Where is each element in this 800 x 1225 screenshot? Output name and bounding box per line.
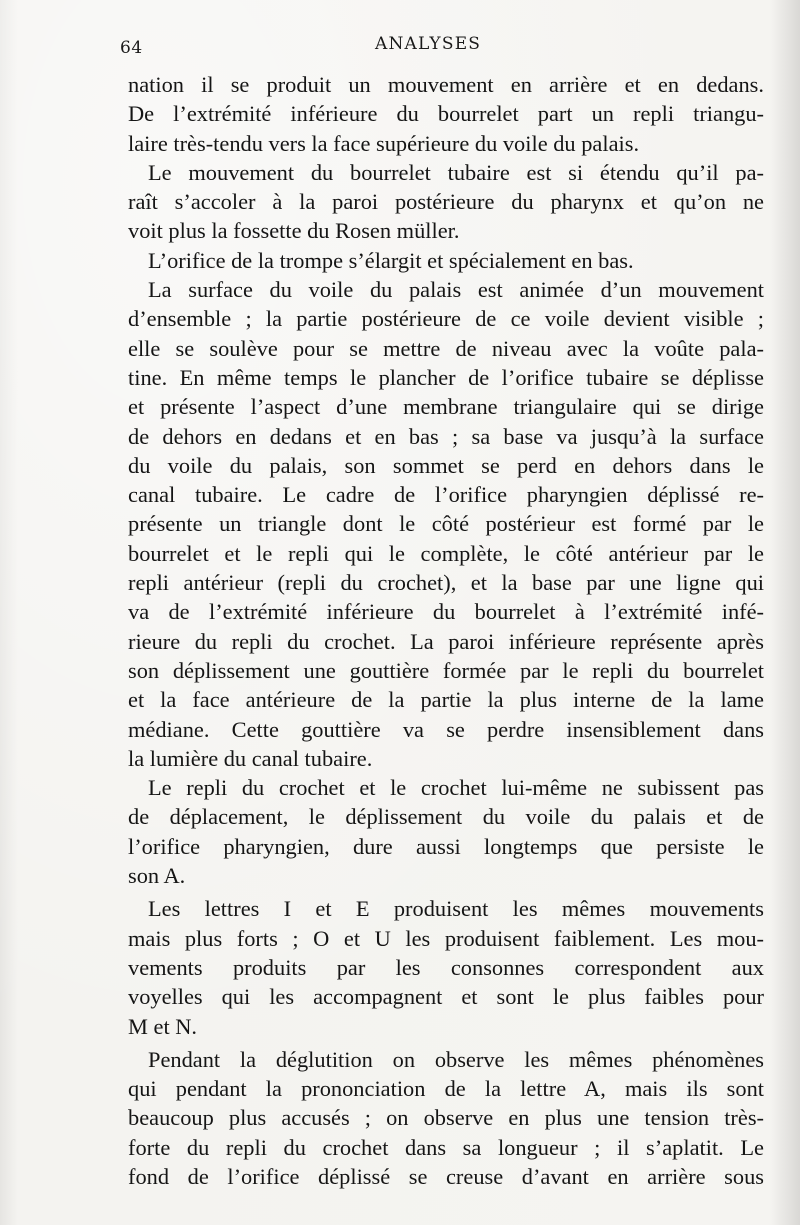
text-line: et présente l’aspect d’une membrane triangulaire qui se dirige <box>128 394 764 420</box>
text-line: médiane. Cette gouttière va se perdre insensiblement dans <box>128 716 764 742</box>
paragraph <box>128 894 764 1040</box>
text-line: nation il se produit un mouvement en arrière et en dedans. <box>128 72 764 97</box>
text-line: de déplacement, le déplissement du voile du palais et de <box>128 804 764 830</box>
text-line: forte du repli du crochet dans sa longueur ; il s’aplatit. Le <box>128 1134 764 1160</box>
text-line: tine. En même temps le plancher de l’orifice tubaire se déplisse <box>128 364 764 390</box>
text-line: la lumière du canal tubaire. <box>128 745 373 771</box>
text-line: vements produits par les consonnes correspondent aux <box>128 954 764 980</box>
text-line: voit plus la fossette du Rosen müller. <box>128 218 460 244</box>
text-line: l’orifice pharyngien, dure aussi longtemps que persiste le <box>128 833 764 859</box>
text-line: fond de l’orifice déplissé se creuse d’avant en arrière sous <box>128 1163 764 1189</box>
text-line: du voile du palais, son sommet se perd en dehors dans le <box>128 452 764 478</box>
text-line: canal tubaire. Le cadre de l’orifice pharyngien déplissé re- <box>128 482 764 508</box>
text-line: bourrelet et le repli qui le complète, le côté antérieur par le <box>128 540 764 566</box>
text-line: son déplissement une gouttière formée par le repli du bourrelet <box>128 657 764 683</box>
page-number: 64 <box>120 38 143 58</box>
text-line: La surface du voile du palais est animée d’un mouvement <box>148 277 764 303</box>
text-line: beaucoup plus accusés ; on observe en plus une tension très- <box>128 1105 764 1131</box>
text-line: M et N. <box>128 1013 198 1039</box>
text-line: va de l’extrémité inférieure du bourrelet à l’extrémité infé- <box>128 599 764 625</box>
text-line: de dehors en dedans et en bas ; sa base va jusqu’à la surface <box>128 423 764 449</box>
text-line: rieure du repli du crochet. La paroi inférieure représente après <box>128 628 764 654</box>
paragraph <box>128 1045 764 1191</box>
running-head <box>120 34 770 60</box>
paragraph <box>128 275 764 773</box>
text-line: Pendant la déglutition on observe les mêmes phénomènes <box>148 1046 764 1072</box>
text-line: et la face antérieure de la partie la plus interne de la lame <box>128 687 764 713</box>
text-line: mais plus forts ; O et U les produisent faiblement. Les mou- <box>128 925 764 951</box>
text-line: elle se soulève pour se mettre de niveau avec la voûte pala- <box>128 335 764 361</box>
paragraph <box>128 246 764 275</box>
paragraph <box>128 158 764 246</box>
text-line: Les lettres I et E produisent les mêmes mouvements <box>148 896 764 922</box>
text-line: voyelles qui les accompagnent et sont le plus faibles pour <box>128 984 764 1010</box>
text-line: De l’extrémité inférieure du bourrelet part un repli triangu- <box>128 101 764 127</box>
text-line: Le repli du crochet et le crochet lui-même ne subissent pas <box>148 775 764 801</box>
paragraph <box>128 70 764 158</box>
text-line: raît s’accoler à la paroi postérieure du pharynx et qu’on ne <box>128 189 764 215</box>
text-line: laire très-tendu vers la face supérieure du voile du palais. <box>128 130 640 156</box>
text-line: L’orifice de la trompe s’élargit et spécialement en bas. <box>148 247 634 273</box>
text-line: qui pendant la prononciation de la lettre A, mais ils sont <box>128 1076 764 1102</box>
text-line: d’ensemble ; la partie postérieure de ce voile devient visible ; <box>128 306 764 332</box>
paragraph <box>128 773 764 890</box>
text-line: repli antérieur (repli du crochet), et la base par une ligne qui <box>128 570 764 596</box>
text-line: son A. <box>128 863 186 889</box>
running-title: ANALYSES <box>375 34 482 54</box>
text-line: Le mouvement du bourrelet tubaire est si étendu qu’il pa- <box>148 159 764 185</box>
text-line: présente un triangle dont le côté postérieur est formé par le <box>128 511 764 537</box>
body-text <box>128 70 764 1191</box>
